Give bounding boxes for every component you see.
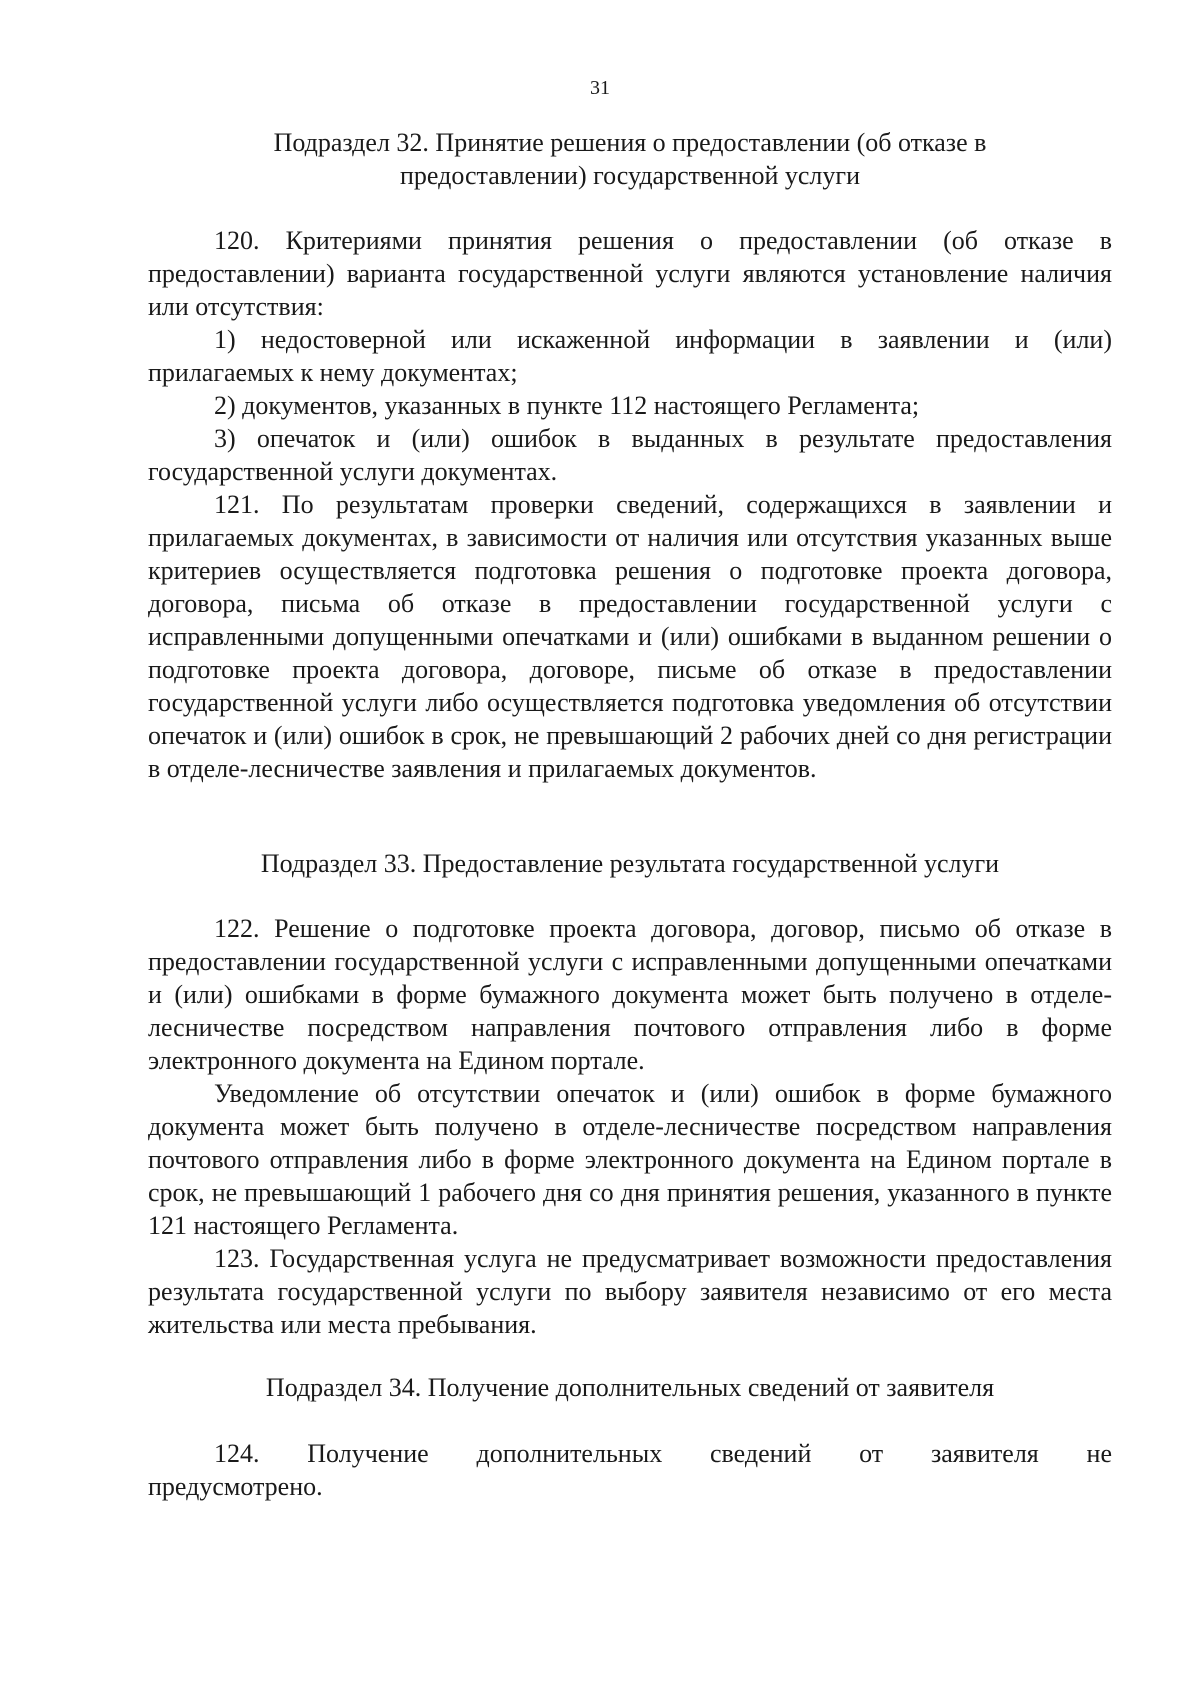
subsection-32-heading-line1: Подраздел 32. Принятие решения о предоставлении (об отказе в (273, 128, 987, 157)
paragraph-124-word: Получение (307, 1439, 429, 1468)
page-number: 31 (590, 77, 610, 99)
paragraph-124-word: 124. (214, 1439, 260, 1468)
paragraph-124-word: от (859, 1439, 884, 1468)
subsection-32-body (148, 224, 1112, 785)
paragraph-122: 122. Решение о подготовке проекта договора, договор, письмо об отказе в предоставлении государственной услуги с исправленными допущенными опечатками и (или) ошибками в форме бумажного документа может быть получено в отделе-лесничестве посредством направления почтового отправления либо в форме электронного документа на Едином портале. (148, 914, 1112, 1075)
paragraph-124-line (148, 1437, 1112, 1470)
subsection-34-body (148, 1437, 1112, 1503)
subsection-34-heading: Подраздел 34. Получение дополнительных сведений от заявителя (265, 1373, 995, 1402)
paragraph-120: 120. Критериями принятия решения о предоставлении (об отказе в предоставлении) варианта государственной услуги являются установление наличия или отсутствия: (148, 226, 1112, 321)
subsection-32-heading-line2: предоставлении) государственной услуги (400, 161, 860, 190)
paragraph-124-end: предусмотрено. (148, 1472, 323, 1501)
paragraph-121: 121. По результатам проверки сведений, содержащихся в заявлении и прилагаемых документах, в зависимости от наличия или отсутствия указанных выше критериев осуществляется подготовка решения о подготовке проекта договора, договора, письма об отказе в предоставлении государственной услуги с исправленными допущенными опечатками и (или) ошибками в выданном решении о подготовке проекта договора, договоре, письме об отказе в предоставлении государственной услуги либо осуществляется подготовка уведомления об отсутствии опечаток и (или) ошибок в срок, не превышающий 2 рабочих дней со дня регистрации в отделе-лесничестве заявления и прилагаемых документов. (148, 490, 1112, 783)
paragraph-124-word: заявителя (930, 1439, 1039, 1468)
paragraph-124-word: не (1086, 1439, 1112, 1468)
subsection-32-heading (230, 126, 1030, 192)
paragraph-122-notice: Уведомление об отсутствии опечаток и (или) ошибок в форме бумажного документа может быть получено в отделе-лесничестве посредством направления почтового отправления либо в форме электронного документа на Едином портале в срок, не превышающий 1 рабочего дня со дня принятия решения, указанного в пункте 121 настоящего Регламента. (148, 1079, 1112, 1240)
paragraph-124-word: дополнительных (476, 1439, 663, 1468)
paragraph-120-item-1: 1) недостоверной или искаженной информации в заявлении и (или) прилагаемых к нему документах; (148, 325, 1112, 387)
subsection-33-heading: Подраздел 33. Предоставление результата государственной услуги (260, 849, 1000, 878)
subsection-33-body (148, 912, 1112, 1341)
paragraph-124-word: сведений (709, 1439, 812, 1468)
paragraph-120-item-3: 3) опечаток и (или) ошибок в выданных в результате предоставления государственной услуги документах. (148, 424, 1112, 486)
paragraph-123: 123. Государственная услуга не предусматривает возможности предоставления результата государственной услуги по выбору заявителя независимо от его места жительства или места пребывания. (148, 1244, 1112, 1339)
paragraph-120-item-2: 2) документов, указанных в пункте 112 настоящего Регламента; (214, 391, 920, 420)
